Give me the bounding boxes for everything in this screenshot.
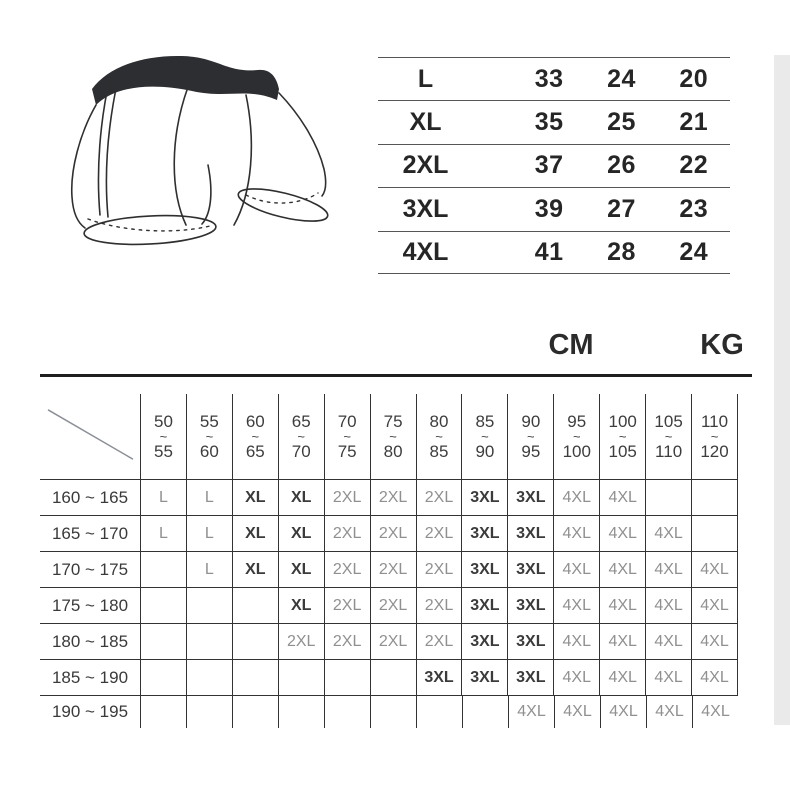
weight-from: 75 bbox=[383, 411, 403, 431]
size-cell bbox=[324, 660, 370, 695]
size-cell: L bbox=[186, 516, 232, 551]
spec-value: 24 bbox=[679, 237, 709, 266]
spec-value: 41 bbox=[534, 237, 564, 266]
weight-range-header bbox=[324, 394, 370, 479]
height-range-label: 165 ~ 170 bbox=[51, 523, 129, 543]
size-cell: 4XL bbox=[599, 480, 645, 515]
size-cell: 3XL bbox=[416, 660, 462, 695]
size-cell: 4XL bbox=[645, 624, 691, 659]
spec-value: 25 bbox=[607, 108, 636, 137]
fit-row bbox=[40, 696, 738, 728]
tilde: ~ bbox=[297, 428, 306, 444]
spec-row bbox=[378, 57, 730, 100]
weight-to: 120 bbox=[700, 442, 729, 462]
spec-row bbox=[378, 144, 730, 187]
size-cell: 2XL bbox=[416, 516, 462, 551]
size-cell: 4XL bbox=[599, 624, 645, 659]
size-cell: 4XL bbox=[554, 696, 600, 728]
weight-from: 50 bbox=[154, 411, 173, 431]
size-cell: 2XL bbox=[370, 480, 416, 515]
size-cell bbox=[278, 696, 324, 728]
size-cell: XL bbox=[278, 588, 324, 623]
size-cell bbox=[416, 696, 462, 728]
weight-to: 55 bbox=[154, 442, 173, 462]
spec-row bbox=[378, 187, 730, 230]
size-cell bbox=[370, 696, 416, 728]
size-cell: 4XL bbox=[599, 660, 645, 695]
size-cell: 4XL bbox=[599, 552, 645, 587]
size-cell bbox=[278, 660, 324, 695]
size-cell bbox=[186, 588, 232, 623]
size-cell: 3XL bbox=[461, 516, 507, 551]
weight-range-header bbox=[278, 394, 324, 479]
size-cell: 4XL bbox=[600, 696, 646, 728]
size-cell: XL bbox=[232, 552, 278, 587]
size-cell bbox=[232, 624, 278, 659]
weight-range-header bbox=[645, 394, 691, 479]
size-cell: XL bbox=[278, 516, 324, 551]
size-cell: 2XL bbox=[278, 624, 324, 659]
fit-row bbox=[40, 624, 738, 660]
size-cell: 4XL bbox=[599, 516, 645, 551]
height-range-label: 185 ~ 190 bbox=[51, 667, 129, 687]
size-cell bbox=[186, 696, 232, 728]
size-cell: 4XL bbox=[691, 588, 737, 623]
weight-range-header bbox=[186, 394, 232, 479]
spec-value: 21 bbox=[679, 108, 709, 137]
height-range-label: 160 ~ 165 bbox=[51, 487, 129, 507]
weight-from: 80 bbox=[429, 411, 449, 431]
size-cell bbox=[370, 660, 416, 695]
height-unit-label: CM bbox=[548, 329, 594, 361]
fit-row bbox=[40, 516, 738, 552]
size-cell: 4XL bbox=[692, 696, 738, 728]
tilde: ~ bbox=[251, 428, 260, 444]
size-cell: 4XL bbox=[599, 588, 645, 623]
height-range-label: 180 ~ 185 bbox=[51, 631, 129, 651]
tilde: ~ bbox=[343, 428, 351, 444]
weight-from: 70 bbox=[337, 411, 357, 431]
weight-to: 80 bbox=[383, 442, 403, 462]
spec-value: 37 bbox=[534, 151, 564, 180]
page-edge-strip bbox=[774, 55, 790, 725]
size-cell: 4XL bbox=[645, 552, 691, 587]
weight-from: 85 bbox=[475, 411, 495, 431]
size-cell: 3XL bbox=[461, 480, 507, 515]
spec-value: 28 bbox=[607, 237, 636, 266]
waistband-shape bbox=[92, 56, 279, 105]
size-cell: 2XL bbox=[324, 516, 370, 551]
spec-value: 24 bbox=[607, 64, 636, 93]
size-cell: 4XL bbox=[508, 696, 554, 728]
tilde: ~ bbox=[664, 428, 673, 444]
weight-to: 75 bbox=[337, 442, 357, 462]
size-cell: L bbox=[186, 480, 232, 515]
size-cell: 3XL bbox=[507, 624, 553, 659]
size-cell bbox=[232, 660, 278, 695]
size-cell: 4XL bbox=[691, 660, 737, 695]
fit-row bbox=[40, 660, 738, 696]
size-cell bbox=[645, 480, 691, 515]
weight-range-header bbox=[140, 394, 186, 479]
size-cell: 4XL bbox=[553, 516, 599, 551]
corner-cell bbox=[40, 394, 140, 479]
tilde: ~ bbox=[435, 428, 443, 444]
size-cell: 3XL bbox=[507, 516, 553, 551]
spec-size-label: XL bbox=[409, 108, 442, 137]
weight-to: 60 bbox=[199, 442, 219, 462]
weight-from: 60 bbox=[245, 411, 265, 431]
weight-from: 110 bbox=[700, 411, 729, 431]
weight-to: 70 bbox=[291, 442, 311, 462]
size-cell: 3XL bbox=[461, 588, 507, 623]
weight-range-header bbox=[416, 394, 462, 479]
size-cell bbox=[140, 660, 186, 695]
size-cell: 2XL bbox=[324, 588, 370, 623]
size-cell: 4XL bbox=[553, 552, 599, 587]
height-range-label: 190 ~ 195 bbox=[51, 702, 129, 721]
fit-row bbox=[40, 480, 738, 516]
spec-row bbox=[378, 100, 730, 143]
fit-row bbox=[40, 588, 738, 624]
size-cell: 4XL bbox=[553, 624, 599, 659]
weight-from: 100 bbox=[608, 411, 637, 431]
spec-size-label: 2XL bbox=[402, 151, 449, 180]
size-cell bbox=[140, 552, 186, 587]
height-range-label: 170 ~ 175 bbox=[51, 559, 129, 579]
tilde: ~ bbox=[527, 428, 535, 444]
spec-row bbox=[378, 231, 730, 274]
weight-from: 65 bbox=[291, 411, 311, 431]
spec-value: 35 bbox=[534, 108, 564, 137]
tilde: ~ bbox=[159, 428, 168, 444]
tilde: ~ bbox=[481, 428, 489, 444]
size-cell: 2XL bbox=[370, 552, 416, 587]
size-cell: 2XL bbox=[416, 588, 462, 623]
size-cell: 3XL bbox=[507, 480, 553, 515]
size-cell bbox=[691, 480, 737, 515]
size-cell bbox=[232, 588, 278, 623]
size-cell bbox=[186, 624, 232, 659]
size-cell: 4XL bbox=[645, 516, 691, 551]
size-cell: L bbox=[140, 480, 186, 515]
size-cell: L bbox=[186, 552, 232, 587]
weight-to: 110 bbox=[655, 442, 683, 462]
size-cell: 3XL bbox=[461, 552, 507, 587]
size-cell: 4XL bbox=[645, 660, 691, 695]
size-cell: 2XL bbox=[416, 624, 462, 659]
size-cell: 4XL bbox=[553, 660, 599, 695]
size-cell: 2XL bbox=[370, 624, 416, 659]
weight-range-header bbox=[370, 394, 416, 479]
size-cell bbox=[691, 516, 737, 551]
size-cell: 2XL bbox=[416, 552, 462, 587]
weight-unit-label: KG bbox=[700, 329, 744, 361]
size-cell: L bbox=[140, 516, 186, 551]
spec-value: 20 bbox=[679, 64, 709, 93]
spec-value: 22 bbox=[679, 151, 709, 180]
weight-range-header bbox=[507, 394, 553, 479]
size-cell: 4XL bbox=[646, 696, 692, 728]
spec-value: 26 bbox=[607, 151, 636, 180]
spec-value: 39 bbox=[534, 194, 564, 223]
weight-to: 100 bbox=[562, 442, 591, 462]
spec-value: 33 bbox=[534, 64, 564, 93]
size-cell: 2XL bbox=[370, 516, 416, 551]
size-cell bbox=[140, 696, 186, 728]
spec-size-label: 4XL bbox=[402, 237, 449, 266]
fit-row bbox=[40, 552, 738, 588]
spec-value: 23 bbox=[679, 194, 709, 223]
size-cell: 4XL bbox=[691, 624, 737, 659]
size-cell: 3XL bbox=[461, 624, 507, 659]
weight-to: 85 bbox=[429, 442, 449, 462]
size-cell bbox=[324, 696, 370, 728]
weight-from: 95 bbox=[567, 411, 587, 431]
size-cell: 4XL bbox=[645, 588, 691, 623]
size-cell: 3XL bbox=[507, 660, 553, 695]
size-cell bbox=[140, 588, 186, 623]
tilde: ~ bbox=[710, 428, 719, 444]
size-cell: 2XL bbox=[370, 588, 416, 623]
size-cell: 2XL bbox=[324, 624, 370, 659]
spec-size-label: L bbox=[417, 64, 434, 93]
weight-to: 95 bbox=[521, 442, 541, 462]
size-cell bbox=[232, 696, 278, 728]
tilde: ~ bbox=[572, 428, 581, 444]
boxer-briefs-sketch bbox=[50, 45, 340, 247]
diagonal-divider-line bbox=[40, 394, 140, 479]
size-cell: XL bbox=[232, 480, 278, 515]
weight-from: 105 bbox=[654, 411, 683, 431]
weight-from: 55 bbox=[199, 411, 219, 431]
weight-range-header bbox=[599, 394, 645, 479]
size-cell: XL bbox=[278, 480, 324, 515]
boxer-briefs-illustration bbox=[50, 45, 340, 247]
size-cell: 4XL bbox=[691, 552, 737, 587]
height-range-label: 175 ~ 180 bbox=[51, 595, 129, 615]
tilde: ~ bbox=[618, 428, 627, 444]
size-cell bbox=[462, 696, 508, 728]
size-cell: 2XL bbox=[324, 552, 370, 587]
fit-header bbox=[40, 394, 738, 480]
spec-value: 27 bbox=[607, 194, 636, 223]
weight-range-header bbox=[553, 394, 599, 479]
size-cell: 3XL bbox=[461, 660, 507, 695]
weight-range-header bbox=[232, 394, 278, 479]
weight-to: 105 bbox=[608, 442, 637, 462]
weight-range-header bbox=[461, 394, 507, 479]
spec-table bbox=[378, 57, 730, 274]
weight-range-header bbox=[691, 394, 737, 479]
size-cell bbox=[186, 660, 232, 695]
tilde: ~ bbox=[205, 428, 214, 444]
size-cell bbox=[140, 624, 186, 659]
weight-from: 90 bbox=[521, 411, 541, 431]
section-divider-line bbox=[40, 374, 752, 377]
size-cell: 3XL bbox=[507, 588, 553, 623]
spec-size-label: 3XL bbox=[402, 194, 449, 223]
size-cell: 2XL bbox=[324, 480, 370, 515]
tilde: ~ bbox=[389, 428, 397, 444]
fit-body bbox=[40, 480, 738, 728]
size-cell: XL bbox=[232, 516, 278, 551]
size-cell: 3XL bbox=[507, 552, 553, 587]
weight-to: 65 bbox=[245, 442, 265, 462]
weight-to: 90 bbox=[475, 442, 495, 462]
size-cell: 4XL bbox=[553, 480, 599, 515]
size-cell: 2XL bbox=[416, 480, 462, 515]
size-cell: 4XL bbox=[553, 588, 599, 623]
size-cell: XL bbox=[278, 552, 324, 587]
